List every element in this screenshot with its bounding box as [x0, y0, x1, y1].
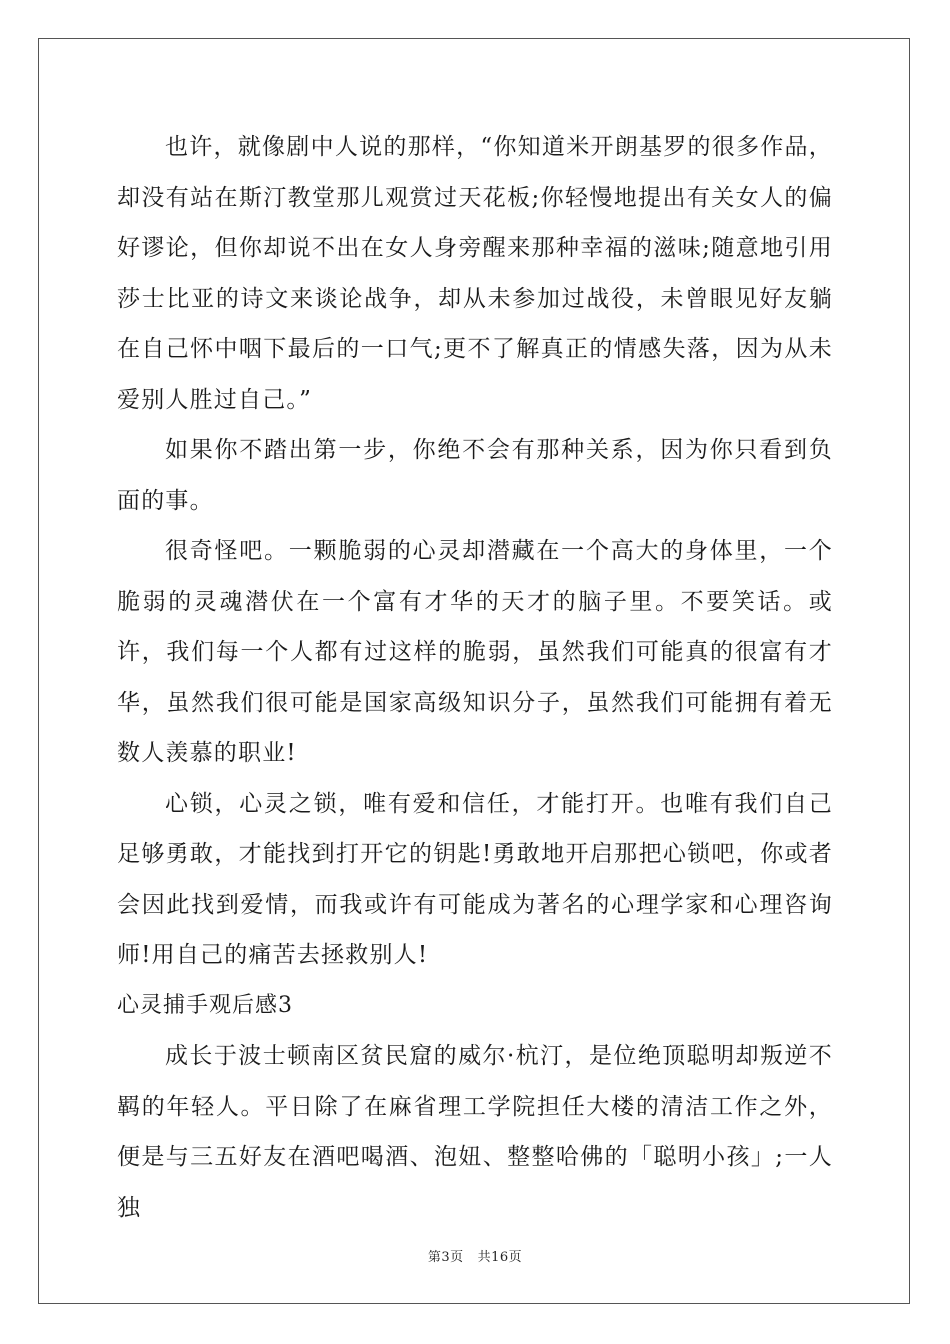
paragraph: 如果你不踏出第一步，你绝不会有那种关系，因为你只看到负面的事。: [117, 437, 833, 514]
page-footer: [0, 1246, 950, 1265]
paragraph: 成长于波士顿南区贫民窟的威尔·杭汀，是位绝顶聪明却叛逆不羁的年轻人。平日除了在麻省理工学院担任大楼的清洁工作之外，便是与三五好友在酒吧喝酒、泡妞、整整哈佛的「聪明小孩」;一人独: [117, 1043, 833, 1221]
paragraph: 心锁，心灵之锁，唯有爱和信任，才能打开。也唯有我们自己足够勇敢，才能找到打开它的钥匙!勇敢地开启那把心锁吧，你或者会因此找到爱情，而我或许有可能成为著名的心理学家和心理咨询师!用自己的痛苦去拯救别人!: [117, 790, 833, 968]
paragraph: 很奇怪吧。一颗脆弱的心灵却潜藏在一个高大的身体里，一个脆弱的灵魂潜伏在一个富有才华的天才的脑子里。不要笑话。或许，我们每一个人都有过这样的脆弱，虽然我们可能真的很富有才华，虽然我们很可能是国家高级知识分子，虽然我们可能拥有着无数人羡慕的职业!: [117, 538, 833, 766]
page-total: 共16页: [477, 1250, 523, 1265]
page-number: 第3页: [427, 1250, 464, 1265]
paragraph: 也许，就像剧中人说的那样，“你知道米开朗基罗的很多作品，却没有站在斯汀教堂那儿观赏过天花板;你轻慢地提出有关女人的偏好谬论，但你却说不出在女人身旁醒来那种幸福的滋味;随意地引用莎士比亚的诗文来谈论战争，却从未参加过战役，未曾眼见好友躺在自己怀中咽下最后的一口气;更不了解真正的情感失落，因为从未爱别人胜过自己。”: [117, 134, 833, 413]
document-body: [117, 122, 833, 1233]
section-heading: 心灵捕手观后感3: [117, 992, 293, 1018]
